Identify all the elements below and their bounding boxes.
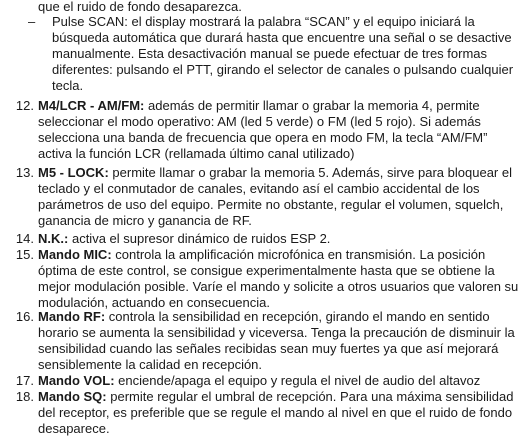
item-term: Mando RF:: [38, 309, 106, 324]
item-term: Mando MIC:: [38, 247, 112, 262]
item-description: además de permitir llamar o grabar la memoria 4, permite seleccionar el modo operativo: AM (led 5 verde) o FM (led 5 rojo). Si además selecciona una banda de frecuencia que opera en modo FM, la tecla “AM/FM” activa la función LCR (rellamada último canal utilizado): [38, 98, 488, 161]
item-term: Mando VOL:: [38, 373, 115, 388]
item-term: N.K.:: [38, 231, 69, 246]
continued-paragraph: que el ruido de fondo desaparezca.: [38, 0, 242, 14]
item-number: 12.: [15, 98, 34, 113]
item-number: 16.: [15, 309, 34, 324]
item-body: [38, 389, 520, 437]
item-body: [38, 165, 520, 229]
item-body: [38, 309, 520, 373]
item-term: M5 - LOCK:: [38, 165, 109, 180]
item-number: 13.: [15, 165, 34, 180]
item-body: [38, 231, 520, 247]
item-number: 15.: [15, 247, 34, 262]
item-description: enciende/apaga el equipo y regula el nivel de audio del altavoz: [118, 373, 481, 388]
item-term: Mando SQ:: [38, 389, 107, 404]
item-description: activa el supresor dinámico de ruidos ESP 2.: [71, 231, 331, 246]
item-description: controla la amplificación microfónica en transmisión. La posición óptima de este control, se consigue experimentalmente hasta que se obtiene la mejor modulación posible. Varíe el mando y solicite a otros usuarios que valoren su modulación, actuando en consecuencia.: [38, 247, 519, 310]
item-term: M4/LCR - AM/FM:: [38, 98, 145, 113]
item-body: [38, 373, 520, 389]
item-number: 14.: [15, 231, 34, 246]
item-description: permite regular el umbral de recepción. Para una máxima sensibilidad del receptor, es preferible que se regule el mando al nivel en que el ruido de fondo desaparece.: [38, 389, 514, 436]
item-description: controla la sensibilidad en recepción, girando el mando en sentido horario se aumenta la sensibilidad y viceversa. Tenga la precaución de disminuir la sensibilidad cuando las señales recibidas sean muy fuertes ya que así mejorará sensiblemente la calidad en recepción.: [38, 309, 515, 372]
item-description: permite llamar o grabar la memoria 5. Además, sirve para bloquear el teclado y el conmutador de canales, evitando así el cambio accidental de los parámetros de uso del equipo. Permite no obstante, regular el volumen, squelch, ganancia de micro y ganancia de RF.: [38, 165, 512, 228]
item-body: [38, 98, 520, 162]
bullet-dash: –: [28, 14, 36, 29]
item-number: 17.: [15, 373, 34, 388]
item-number: 18.: [15, 389, 34, 404]
item-body: [38, 247, 520, 311]
scan-instruction-text: Pulse SCAN: el display mostrará la palabra “SCAN” y el equipo iniciará la búsqueda automática que durará hasta que encuentre una señal o se desactive manualmente. Esta desactivación manual se puede efectuar de tres formas diferentes: pulsando el PTT, girando el selector de canales o pulsando cualquier tecla.: [52, 14, 514, 93]
